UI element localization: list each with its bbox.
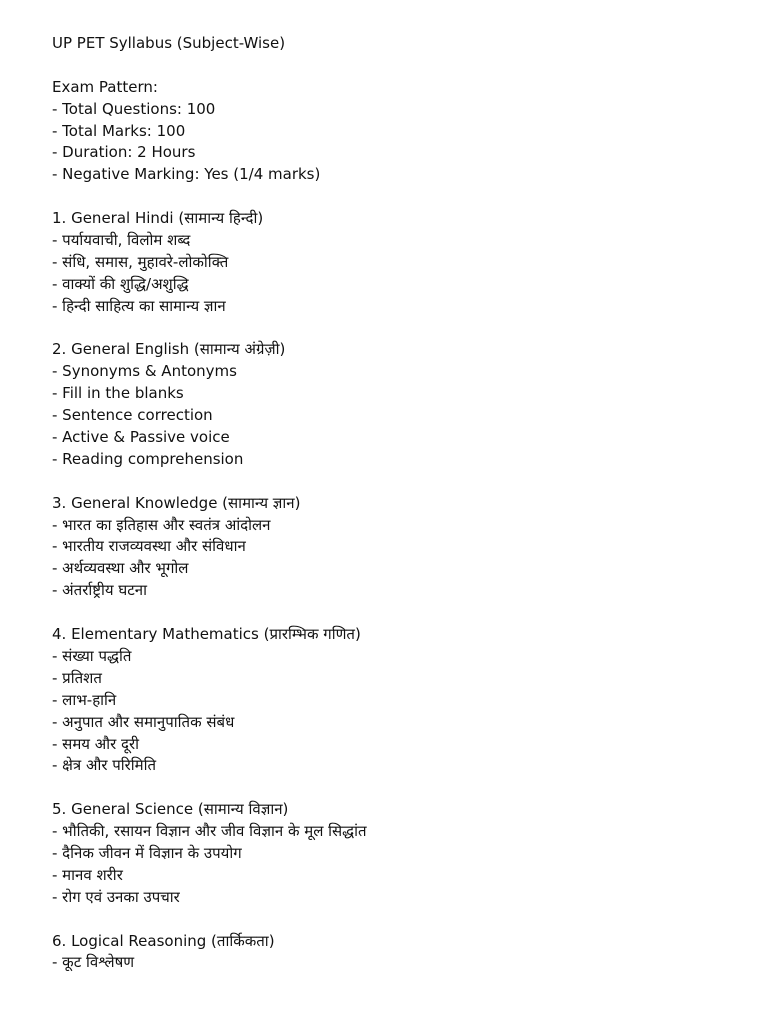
list-item: - क्षेत्र और परिमिति (52, 756, 157, 775)
list-item: - पर्यायवाची, विलोम शब्द (52, 231, 191, 250)
list-item: - Reading comprehension (52, 449, 244, 468)
list-item: - प्रतिशत (52, 668, 102, 687)
section-heading-general-knowledge: 3. General Knowledge (सामान्य ज्ञान) (52, 493, 301, 512)
spacer (52, 186, 752, 208)
exam-pattern-item: - Total Questions: 100 (52, 99, 216, 118)
exam-pattern-item: - Total Marks: 100 (52, 121, 186, 140)
list-item: - रोग एवं उनका उपचार (52, 887, 180, 906)
spacer (52, 602, 752, 624)
spacer (52, 318, 752, 340)
spacer (52, 471, 752, 493)
list-item: - Synonyms & Antonyms (52, 362, 237, 381)
list-item: - भारत का इतिहास और स्वतंत्र आंदोलन (52, 515, 271, 534)
spacer (52, 777, 752, 799)
spacer (52, 909, 752, 931)
document-title: UP PET Syllabus (Subject-Wise) (52, 34, 286, 52)
section-heading-mathematics: 4. Elementary Mathematics (प्रारम्भिक गणित) (52, 625, 361, 644)
list-item: - Active & Passive voice (52, 428, 230, 447)
section-heading-science: 5. General Science (सामान्य विज्ञान) (52, 800, 289, 819)
section-heading-hindi: 1. General Hindi (सामान्य हिन्दी) (52, 209, 264, 228)
list-item: - Fill in the blanks (52, 384, 184, 403)
list-item: - मानव शरीर (52, 865, 123, 884)
list-item: - वाक्यों की शुद्धि/अशुद्धि (52, 274, 189, 293)
list-item: - हिन्दी साहित्य का सामान्य ज्ञान (52, 296, 226, 315)
syllabus-document (52, 33, 752, 974)
list-item: - संधि, समास, मुहावरे-लोकोक्ति (52, 252, 229, 271)
list-item: - समय और दूरी (52, 734, 139, 753)
list-item: - भारतीय राजव्यवस्था और संविधान (52, 537, 246, 556)
section-heading-reasoning: 6. Logical Reasoning (तार्किकता) (52, 931, 275, 950)
list-item: - संख्या पद्धति (52, 646, 132, 665)
section-heading-english: 2. General English (सामान्य अंग्रेज़ी) (52, 340, 286, 359)
list-item: - Sentence correction (52, 406, 213, 425)
exam-pattern-item: - Negative Marking: Yes (1/4 marks) (52, 165, 321, 184)
list-item: - अर्थव्यवस्था और भूगोल (52, 559, 189, 578)
list-item: - भौतिकी, रसायन विज्ञान और जीव विज्ञान के मूल सिद्धांत (52, 822, 367, 841)
list-item: - दैनिक जीवन में विज्ञान के उपयोग (52, 843, 242, 862)
list-item: - अनुपात और समानुपातिक संबंध (52, 712, 235, 731)
list-item: - कूट विश्लेषण (52, 953, 135, 972)
exam-pattern-item: - Duration: 2 Hours (52, 143, 196, 162)
spacer (52, 55, 752, 77)
exam-pattern-heading: Exam Pattern: (52, 77, 158, 96)
list-item: - लाभ-हानि (52, 690, 117, 709)
list-item: - अंतर्राष्ट्रीय घटना (52, 581, 147, 600)
